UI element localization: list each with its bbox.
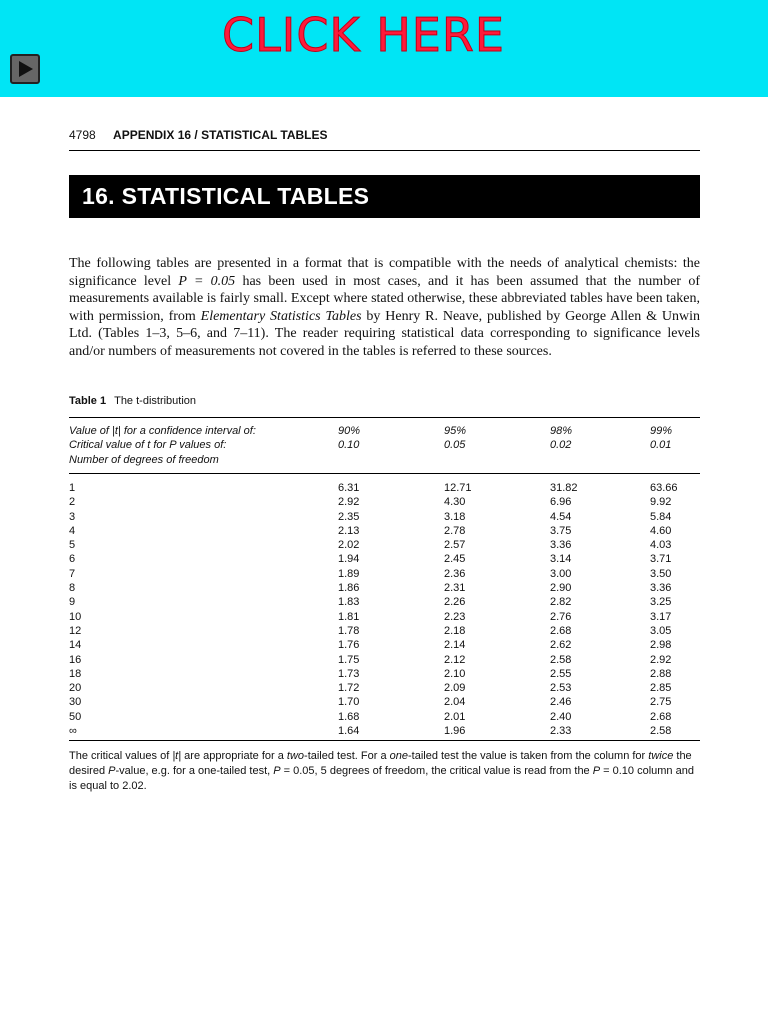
critical-value-cell: 2.10 bbox=[444, 667, 466, 680]
dof-cell: 8 bbox=[69, 582, 76, 595]
critical-value-cell: 6.31 bbox=[338, 482, 360, 494]
table-row bbox=[69, 653, 700, 667]
footnote-segment: twice bbox=[648, 750, 674, 762]
pvalue-005: 0.05 bbox=[444, 439, 466, 452]
table-row bbox=[69, 581, 700, 595]
critical-value-cell: 2.02 bbox=[338, 539, 360, 552]
critical-value-cell: 6.96 bbox=[550, 496, 572, 509]
footnote-segment: two bbox=[286, 750, 305, 762]
critical-value-cell: 2.45 bbox=[444, 553, 466, 566]
dof-cell: 1 bbox=[69, 482, 76, 494]
table-row bbox=[69, 481, 700, 495]
critical-value-cell: 2.35 bbox=[338, 510, 360, 523]
critical-value-cell: 1.72 bbox=[338, 682, 360, 695]
critical-value-cell: 2.36 bbox=[444, 567, 466, 580]
header-label-pvalues: Critical value of t for P values of: bbox=[69, 439, 227, 452]
critical-value-cell: 2.92 bbox=[650, 653, 672, 666]
table-row bbox=[69, 667, 700, 681]
header-labels bbox=[69, 424, 256, 467]
critical-value-cell: 2.31 bbox=[444, 582, 466, 595]
critical-value-cell: 2.14 bbox=[444, 639, 466, 652]
critical-value-cell: 2.01 bbox=[444, 710, 466, 723]
critical-value-cell: 3.71 bbox=[650, 553, 672, 566]
play-icon bbox=[18, 60, 34, 78]
critical-value-cell: 2.62 bbox=[550, 639, 572, 652]
table-row bbox=[69, 510, 700, 524]
dof-cell: 10 bbox=[69, 610, 82, 623]
table-bottom-rule bbox=[69, 740, 700, 741]
critical-value-cell: 3.18 bbox=[444, 510, 466, 523]
critical-value-cell: 2.76 bbox=[550, 610, 572, 623]
header-col-2 bbox=[444, 424, 466, 453]
confidence-95: 95% bbox=[444, 425, 467, 437]
critical-value-cell: 3.50 bbox=[650, 567, 672, 580]
table-body bbox=[69, 481, 700, 738]
dof-cell: 2 bbox=[69, 496, 76, 509]
critical-value-cell: 1.73 bbox=[338, 667, 360, 680]
critical-value-cell: 1.94 bbox=[338, 553, 360, 566]
pvalue-010: 0.10 bbox=[338, 439, 360, 452]
critical-value-cell: 2.90 bbox=[550, 582, 572, 595]
critical-value-cell: 2.13 bbox=[338, 524, 360, 537]
header-label-confidence: Value of |t| for a confidence interval of: bbox=[69, 425, 256, 437]
dof-cell: 14 bbox=[69, 639, 82, 652]
table-row bbox=[69, 681, 700, 695]
critical-value-cell: 1.70 bbox=[338, 696, 360, 709]
page-title: 16. STATISTICAL TABLES bbox=[82, 183, 370, 209]
critical-value-cell: 2.40 bbox=[550, 710, 572, 723]
footnote-segment: The critical values of bbox=[69, 750, 173, 762]
dof-cell: 12 bbox=[69, 624, 82, 637]
critical-value-cell: 4.30 bbox=[444, 496, 466, 509]
critical-value-cell: 1.86 bbox=[338, 582, 360, 595]
critical-value-cell: 1.75 bbox=[338, 653, 360, 666]
footnote-segment: = 0.05, 5 degrees of freedom, the critical value is read from the bbox=[280, 765, 593, 777]
intro-text-1: The following tables are presented in a format that is compatible with the needs of analytical chemists: the significance level bbox=[69, 256, 700, 289]
title-bar bbox=[69, 175, 700, 218]
running-head bbox=[69, 128, 328, 142]
critical-value-cell: 3.36 bbox=[550, 539, 572, 552]
footnote-segment: one bbox=[389, 750, 408, 762]
critical-value-cell: 3.36 bbox=[650, 582, 672, 595]
header-rule bbox=[69, 150, 700, 151]
critical-value-cell: 2.53 bbox=[550, 682, 572, 695]
intro-paragraph bbox=[69, 255, 700, 361]
dof-cell: 3 bbox=[69, 510, 76, 523]
confidence-99: 99% bbox=[650, 425, 673, 437]
critical-value-cell: 4.54 bbox=[550, 510, 572, 523]
intro-book-title: Elementary Statistics Tables bbox=[200, 308, 362, 324]
critical-value-cell: 2.58 bbox=[650, 725, 672, 738]
critical-value-cell: 1.81 bbox=[338, 610, 360, 623]
critical-value-cell: 2.98 bbox=[650, 639, 672, 652]
critical-value-cell: 5.84 bbox=[650, 510, 672, 523]
footnote-segment: = 0.10 column and is equal to 2.02. bbox=[69, 765, 694, 792]
critical-value-cell: 2.82 bbox=[550, 596, 572, 609]
critical-value-cell: 2.12 bbox=[444, 653, 466, 666]
critical-value-cell: 9.92 bbox=[650, 496, 672, 509]
critical-value-cell: 2.58 bbox=[550, 653, 572, 666]
table-row bbox=[69, 552, 700, 566]
critical-value-cell: 2.85 bbox=[650, 682, 672, 695]
ad-banner[interactable] bbox=[0, 0, 768, 97]
critical-value-cell: 1.76 bbox=[338, 639, 360, 652]
critical-value-cell: 1.89 bbox=[338, 567, 360, 580]
critical-value-cell: 2.68 bbox=[650, 710, 672, 723]
critical-value-cell: 2.04 bbox=[444, 696, 466, 709]
dof-cell: 30 bbox=[69, 696, 82, 709]
critical-value-cell: 3.05 bbox=[650, 624, 672, 637]
dof-cell: 6 bbox=[69, 553, 76, 566]
footnote-segment: |t| bbox=[172, 750, 182, 762]
table-number: Table 1 bbox=[69, 395, 107, 407]
header-col-1 bbox=[338, 424, 360, 453]
footnote-segment: the desired bbox=[69, 750, 692, 777]
table-row bbox=[69, 624, 700, 638]
footnote-segment: -tailed test the value is taken from the column for bbox=[407, 750, 649, 762]
table-top-rule bbox=[69, 417, 700, 418]
footnote-segment: P bbox=[273, 765, 281, 777]
critical-value-cell: 2.88 bbox=[650, 667, 672, 680]
critical-value-cell: 2.18 bbox=[444, 624, 466, 637]
critical-value-cell: 1.96 bbox=[444, 725, 466, 738]
table-caption bbox=[69, 395, 196, 407]
table-row bbox=[69, 538, 700, 552]
header-label-dof: Number of degrees of freedom bbox=[69, 453, 219, 466]
table-row bbox=[69, 710, 700, 724]
critical-value-cell: 1.64 bbox=[338, 725, 360, 738]
critical-value-cell: 2.68 bbox=[550, 624, 572, 637]
table-row bbox=[69, 695, 700, 709]
critical-value-cell: 2.33 bbox=[550, 725, 572, 738]
footnote-segment: -value, e.g. for a one-tailed test, bbox=[115, 765, 274, 777]
table-header-rule bbox=[69, 473, 700, 474]
critical-value-cell: 3.00 bbox=[550, 567, 572, 580]
page-number: 4798 bbox=[69, 128, 96, 142]
table-row bbox=[69, 638, 700, 652]
critical-value-cell: 63.66 bbox=[650, 482, 678, 494]
critical-value-cell: 1.78 bbox=[338, 624, 360, 637]
table-row bbox=[69, 567, 700, 581]
table-row bbox=[69, 595, 700, 609]
critical-value-cell: 2.78 bbox=[444, 524, 466, 537]
dof-cell: 7 bbox=[69, 567, 76, 580]
critical-value-cell: 4.60 bbox=[650, 524, 672, 537]
table-row bbox=[69, 524, 700, 538]
dof-cell: 5 bbox=[69, 539, 76, 552]
pvalue-002: 0.02 bbox=[550, 439, 572, 452]
critical-value-cell: 2.55 bbox=[550, 667, 572, 680]
critical-value-cell: 1.68 bbox=[338, 710, 360, 723]
confidence-98: 98% bbox=[550, 425, 573, 437]
header-col-4 bbox=[650, 424, 672, 453]
critical-value-cell: 4.03 bbox=[650, 539, 672, 552]
pvalue-001: 0.01 bbox=[650, 439, 672, 452]
dof-cell: 50 bbox=[69, 710, 82, 723]
dof-cell: ∞ bbox=[69, 725, 77, 738]
critical-value-cell: 3.14 bbox=[550, 553, 572, 566]
table-row bbox=[69, 724, 700, 738]
click-here-link[interactable]: CLICK HERE bbox=[222, 8, 505, 62]
table-row bbox=[69, 495, 700, 509]
play-button[interactable] bbox=[10, 54, 40, 84]
footnote-segment: -tailed test. For a bbox=[304, 750, 390, 762]
critical-value-cell: 12.71 bbox=[444, 482, 472, 494]
dof-cell: 20 bbox=[69, 682, 82, 695]
footnote-segment: P bbox=[592, 765, 601, 777]
critical-value-cell: 2.57 bbox=[444, 539, 466, 552]
footnote-segment: are appropriate for a bbox=[181, 750, 287, 762]
table-title: The t-distribution bbox=[114, 395, 197, 407]
critical-value-cell: 31.82 bbox=[550, 482, 578, 494]
critical-value-cell: 2.26 bbox=[444, 596, 466, 609]
confidence-90: 90% bbox=[338, 425, 361, 437]
intro-text-2: has been used in most cases, and it has been assumed that the number of measurements available is fairly small. Except where stated otherwise, these abbreviated tables have been taken, with permission, from bbox=[69, 273, 700, 324]
critical-value-cell: 1.83 bbox=[338, 596, 360, 609]
critical-value-cell: 2.09 bbox=[444, 682, 466, 695]
dof-cell: 4 bbox=[69, 524, 76, 537]
critical-value-cell: 3.75 bbox=[550, 524, 572, 537]
critical-value-cell: 3.17 bbox=[650, 610, 672, 623]
header-col-3 bbox=[550, 424, 572, 453]
critical-value-cell: 2.92 bbox=[338, 496, 360, 509]
table-footnote bbox=[69, 749, 700, 794]
critical-value-cell: 2.23 bbox=[444, 610, 466, 623]
critical-value-cell: 2.75 bbox=[650, 696, 672, 709]
dof-cell: 9 bbox=[69, 596, 76, 609]
intro-text-3: by Henry R. Neave, published by George Allen & Unwin Ltd. (Tables 1–3, 5–6, and 7–11). The reader requiring statistical data corresponding to significance levels and/or numbers of measurements not covered in the tables is referred to these sources. bbox=[69, 308, 701, 359]
critical-value-cell: 2.46 bbox=[550, 696, 572, 709]
footnote-segment: P bbox=[108, 765, 116, 777]
table-row bbox=[69, 610, 700, 624]
dof-cell: 16 bbox=[69, 653, 82, 666]
critical-value-cell: 3.25 bbox=[650, 596, 672, 609]
intro-p-equation: P = 0.05 bbox=[178, 273, 236, 289]
dof-cell: 18 bbox=[69, 667, 82, 680]
section-name: APPENDIX 16 / STATISTICAL TABLES bbox=[113, 128, 328, 142]
